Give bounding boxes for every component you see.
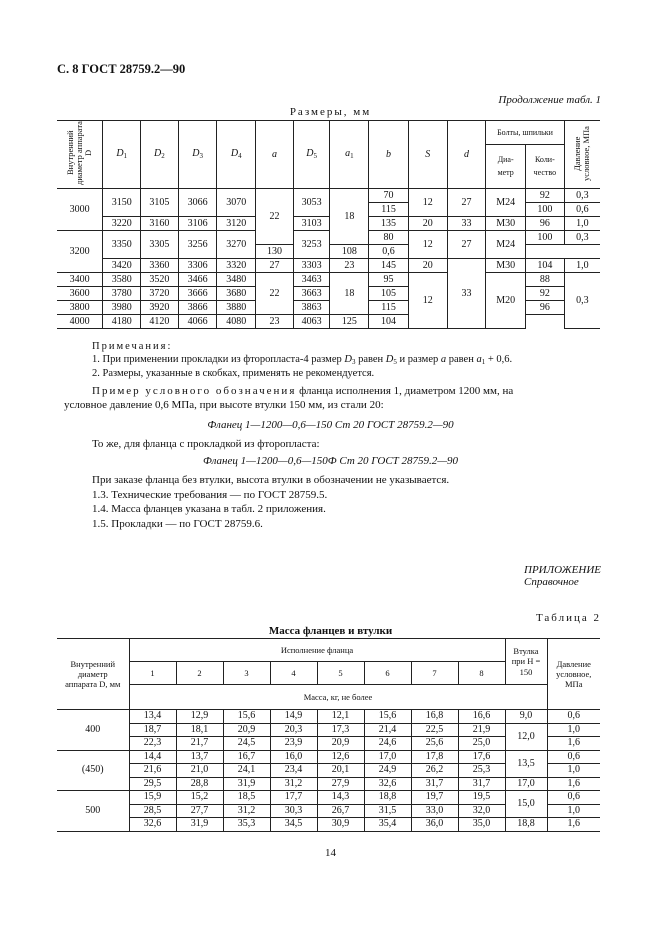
cell: 96 [526, 217, 565, 231]
cell: 30,9 [317, 818, 364, 832]
cell: 1,6 [547, 818, 600, 832]
cell: 20,1 [317, 764, 364, 778]
table2-header-row [57, 639, 600, 662]
cell: 3070 [217, 189, 256, 217]
clauses-block [92, 473, 449, 532]
table-row [57, 217, 600, 231]
cell: 3066 [178, 189, 217, 217]
cell: 3863 [293, 301, 330, 315]
cell: 25,0 [458, 737, 505, 751]
cell: 104 [526, 259, 565, 273]
cell: 16,8 [411, 710, 458, 724]
cell: 35,0 [458, 818, 505, 832]
cell: 33 [447, 217, 486, 231]
example-line-2: условное давление 0,6 МПа, при высоте втулки 150 мм, из стали 20: [64, 399, 384, 411]
cell: 22,5 [411, 723, 458, 737]
cell: 88 [526, 273, 565, 287]
cell: 27 [447, 189, 486, 217]
cell: 3350 [103, 231, 141, 259]
table1 [57, 120, 600, 329]
cell: 31,9 [176, 818, 223, 832]
cell: 26,7 [317, 804, 364, 818]
appendix-heading [524, 564, 601, 588]
cell: 12 [408, 189, 447, 217]
cell: 104 [369, 315, 409, 329]
cell: 4120 [141, 315, 179, 329]
cell: 20 [408, 217, 447, 231]
cell: 3320 [217, 259, 256, 273]
note-2: 2. Размеры, указанные в скобках, применять не рекомендуется. [92, 368, 375, 380]
cell: 23,4 [270, 764, 317, 778]
cell: 80 [369, 231, 409, 245]
cell: 18,5 [223, 791, 270, 805]
cell: 22 [256, 189, 294, 245]
table-row [57, 710, 600, 724]
cell: 3580 [103, 273, 141, 287]
cell: 4063 [293, 315, 330, 329]
th-d5: $D_5$ [293, 121, 330, 189]
cell: 15,6 [223, 710, 270, 724]
cell: 1,0 [564, 217, 600, 231]
cell: 32,6 [364, 777, 411, 791]
th-bolt-quantity: Коли-чество [526, 145, 565, 189]
th-inner-diameter: Внутренний диаметр аппарата D [57, 121, 103, 189]
continuation-label: Продолжение табл. 1 [498, 94, 601, 106]
cell: 16,0 [270, 750, 317, 764]
cell: 3253 [293, 231, 330, 259]
note-1: 1. При применении прокладки из фторопласта-4 размер $D_3$ равен $D_5$ и размер a равен $a_1 + 0,6$. [92, 354, 513, 367]
designation-2: Фланец 1—1200—0,6—150Ф Ст 20 ГОСТ 28759.2—90 [202, 455, 459, 467]
cell: 27 [447, 231, 486, 259]
cell: 18,7 [129, 723, 176, 737]
th-exec-3: 3 [223, 662, 270, 685]
cell: 17,7 [270, 791, 317, 805]
cell: 12 [408, 273, 447, 329]
th-exec-2: 2 [176, 662, 223, 685]
cell: 23,9 [270, 737, 317, 751]
cell: 27,9 [317, 777, 364, 791]
cell: 35,3 [223, 818, 270, 832]
cell: 23 [256, 315, 294, 329]
cell: 3000 [57, 189, 103, 231]
cell: 21,6 [129, 764, 176, 778]
th-a1: $a_1$ [330, 121, 369, 189]
cell: 3866 [178, 301, 217, 315]
cell: 1,0 [547, 804, 600, 818]
cell: 3880 [217, 301, 256, 315]
th-pressure: Давление условное, МПа [547, 639, 600, 710]
cell: 24,1 [223, 764, 270, 778]
cell: M30 [486, 217, 526, 231]
cell: 14,4 [129, 750, 176, 764]
table2 [57, 638, 600, 832]
cell: 27,7 [176, 804, 223, 818]
cell: 31,7 [411, 777, 458, 791]
cell: 21,0 [176, 764, 223, 778]
cell: 29,5 [129, 777, 176, 791]
table-row [57, 818, 600, 832]
cell: 19,7 [411, 791, 458, 805]
th-a: a [256, 121, 294, 189]
cell: 24,9 [364, 764, 411, 778]
cell: 0,3 [564, 189, 600, 203]
cell: 3680 [217, 287, 256, 301]
th-exec-8: 8 [458, 662, 505, 685]
cell: 92 [526, 189, 565, 203]
cell: 3306 [178, 259, 217, 273]
cell: 1,0 [547, 764, 600, 778]
table-row [57, 791, 600, 805]
table1-header-row [57, 121, 600, 145]
cell: 12 [408, 231, 447, 259]
clause-1-3: 1.3. Технические требования — по ГОСТ 28759.5. [92, 488, 328, 501]
cell: 3480 [217, 273, 256, 287]
cell: 22 [256, 273, 294, 315]
table-row [57, 231, 600, 245]
cell: 21,4 [364, 723, 411, 737]
cell: 100 [526, 203, 565, 217]
cell: 24,5 [223, 737, 270, 751]
appendix-title: ПРИЛОЖЕНИЕ [524, 564, 601, 576]
cell: 31,7 [458, 777, 505, 791]
cell: 3800 [57, 301, 103, 315]
cell: 4080 [217, 315, 256, 329]
cell: 130 [256, 245, 294, 259]
page-number: 14 [325, 847, 336, 859]
th-exec-4: 4 [270, 662, 317, 685]
th-inner-diameter: Внутренний диаметр аппарата D, мм [57, 639, 129, 710]
cell: 0,6 [547, 710, 600, 724]
cell: 3160 [141, 217, 179, 231]
cell: 15,9 [129, 791, 176, 805]
cell: 3150 [103, 189, 141, 217]
cell: 16,6 [458, 710, 505, 724]
designation-1: Фланец 1—1200—0,6—150 Ст 20 ГОСТ 28759.2—90 [207, 419, 454, 431]
clause-1-4: 1.4. Масса фланцев указана в табл. 2 приложения. [92, 503, 326, 516]
cell: M24 [486, 231, 526, 259]
cell: 105 [369, 287, 409, 301]
cell: 0,3 [564, 231, 600, 245]
cell: 24,6 [364, 737, 411, 751]
table-row [57, 189, 600, 203]
cell: 3270 [217, 231, 256, 259]
appendix-subtitle: Справочное [524, 576, 579, 588]
cell: 1,0 [547, 723, 600, 737]
cell: 25,6 [411, 737, 458, 751]
cell: 12,9 [176, 710, 223, 724]
cell: 17,3 [317, 723, 364, 737]
notes-title: Примечания: [92, 341, 173, 352]
cell: 3106 [178, 217, 217, 231]
cell: 3305 [141, 231, 179, 259]
cell: 23 [330, 259, 369, 273]
same-for-line: То же, для фланца с прокладкой из фторопласта: [92, 438, 320, 450]
cell: 22,3 [129, 737, 176, 751]
cell: 31,2 [223, 804, 270, 818]
cell: 35,4 [364, 818, 411, 832]
table1-caption: Размеры, мм [289, 106, 372, 118]
cell: 3103 [293, 217, 330, 231]
th-d1: $D_1$ [103, 121, 141, 189]
table2-title: Масса фланцев и втулки [268, 625, 393, 637]
th-pressure: Давление условное, МПа [564, 121, 600, 189]
cell: 125 [330, 315, 369, 329]
cell: M24 [486, 189, 526, 217]
cell: 27 [256, 259, 294, 273]
cell: 13,7 [176, 750, 223, 764]
cell: 26,2 [411, 764, 458, 778]
cell: 1,6 [547, 737, 600, 751]
cell: 0,6 [369, 245, 409, 259]
cell: 36,0 [411, 818, 458, 832]
cell: 3303 [293, 259, 330, 273]
group-label: 400 [57, 710, 129, 751]
cell: 70 [369, 189, 409, 203]
cell: 17,0 [364, 750, 411, 764]
th-exec-1: 1 [129, 662, 176, 685]
cell: 17,8 [411, 750, 458, 764]
th-b: b [369, 121, 409, 189]
cell: 17,0 [505, 777, 547, 791]
cell: 13,4 [129, 710, 176, 724]
table-row [57, 259, 600, 273]
cell: 0,3 [564, 273, 600, 329]
cell: 12,6 [317, 750, 364, 764]
cell: 115 [369, 301, 409, 315]
order-note: При заказе фланца без втулки, высота втулки в обозначении не указывается. [92, 474, 450, 486]
cell: 3920 [141, 301, 179, 315]
cell: 33 [447, 259, 486, 329]
cell: 3420 [103, 259, 141, 273]
table-row [57, 273, 600, 287]
cell: 18,1 [176, 723, 223, 737]
th-d2: $D_2$ [141, 121, 179, 189]
cell: 0,6 [564, 203, 600, 217]
cell: 15,2 [176, 791, 223, 805]
cell: 33,0 [411, 804, 458, 818]
cell: 28,8 [176, 777, 223, 791]
group-label: (450) [57, 750, 129, 791]
cell: 25,3 [458, 764, 505, 778]
cell: 20,3 [270, 723, 317, 737]
cell: 4066 [178, 315, 217, 329]
cell: 3520 [141, 273, 179, 287]
cell: 34,5 [270, 818, 317, 832]
cell: 20 [408, 259, 447, 273]
cell: 3663 [293, 287, 330, 301]
th-exec-7: 7 [411, 662, 458, 685]
cell: 31,5 [364, 804, 411, 818]
table-row [57, 750, 600, 764]
table-row [57, 777, 600, 791]
cell: 32,6 [129, 818, 176, 832]
cell: 4000 [57, 315, 103, 329]
cell: 115 [369, 203, 409, 217]
cell: 145 [369, 259, 409, 273]
cell: 100 [526, 231, 565, 245]
cell: 28,5 [129, 804, 176, 818]
cell: 3720 [141, 287, 179, 301]
cell: 15,0 [505, 791, 547, 818]
cell: 13,5 [505, 750, 547, 777]
cell: 3200 [57, 231, 103, 273]
cell: 95 [369, 273, 409, 287]
th-s: S [408, 121, 447, 189]
cell: 3600 [57, 287, 103, 301]
cell: 20,9 [223, 723, 270, 737]
cell: 15,6 [364, 710, 411, 724]
cell: 3105 [141, 189, 179, 217]
table2-label: Таблица 2 [535, 612, 601, 624]
notes-block [92, 340, 512, 381]
th-mass: Масса, кг, не более [129, 685, 547, 710]
cell: 108 [330, 245, 369, 259]
cell: 3360 [141, 259, 179, 273]
cell: 3463 [293, 273, 330, 287]
cell: 4180 [103, 315, 141, 329]
cell: 1,6 [547, 777, 600, 791]
cell: 3980 [103, 301, 141, 315]
th-sleeve: Втулка при H = 150 [505, 639, 547, 685]
table-row [57, 723, 600, 737]
example-line-1: Пример условного обозначения фланца исполнения 1, диаметром 1200 мм, на [92, 385, 514, 397]
th-bolts: Болты, шпильки [486, 121, 564, 145]
cell: 18 [330, 273, 369, 315]
th-d4: $D_4$ [217, 121, 256, 189]
cell: 135 [369, 217, 409, 231]
cell: 18,8 [505, 818, 547, 832]
cell: 0,6 [547, 791, 600, 805]
cell: 12,1 [317, 710, 364, 724]
cell: 21,7 [176, 737, 223, 751]
cell: 30,3 [270, 804, 317, 818]
th-d3: $D_3$ [178, 121, 217, 189]
th-d: d [447, 121, 486, 189]
cell: 32,0 [458, 804, 505, 818]
cell: 3120 [217, 217, 256, 231]
page-header: С. 8 ГОСТ 28759.2—90 [57, 62, 186, 76]
th-exec-6: 6 [364, 662, 411, 685]
cell: 1,0 [564, 259, 600, 273]
cell: 31,2 [270, 777, 317, 791]
cell: 3466 [178, 273, 217, 287]
cell: 17,6 [458, 750, 505, 764]
cell: 21,9 [458, 723, 505, 737]
th-bolt-diameter: Диа-метр [486, 145, 526, 189]
cell: 19,5 [458, 791, 505, 805]
cell: 3400 [57, 273, 103, 287]
cell: 3053 [293, 189, 330, 217]
cell: 3666 [178, 287, 217, 301]
cell: 31,9 [223, 777, 270, 791]
th-exec-5: 5 [317, 662, 364, 685]
cell: 18,8 [364, 791, 411, 805]
cell: 3256 [178, 231, 217, 259]
cell: 12,0 [505, 723, 547, 750]
cell: 9,0 [505, 710, 547, 724]
cell: 16,7 [223, 750, 270, 764]
cell: M20 [486, 273, 526, 329]
clause-1-5: 1.5. Прокладки — по ГОСТ 28759.6. [92, 518, 263, 531]
th-execution: Исполнение фланца [129, 639, 505, 662]
cell: 14,3 [317, 791, 364, 805]
cell: 0,6 [547, 750, 600, 764]
table2-mass-row [57, 685, 600, 710]
cell: M30 [486, 259, 526, 273]
group-label: 500 [57, 791, 129, 832]
cell: 20,9 [317, 737, 364, 751]
cell: 18 [330, 189, 369, 245]
cell: 3780 [103, 287, 141, 301]
cell: 96 [526, 301, 565, 315]
cell: 3220 [103, 217, 141, 231]
cell: 14,9 [270, 710, 317, 724]
cell: 92 [526, 287, 565, 301]
